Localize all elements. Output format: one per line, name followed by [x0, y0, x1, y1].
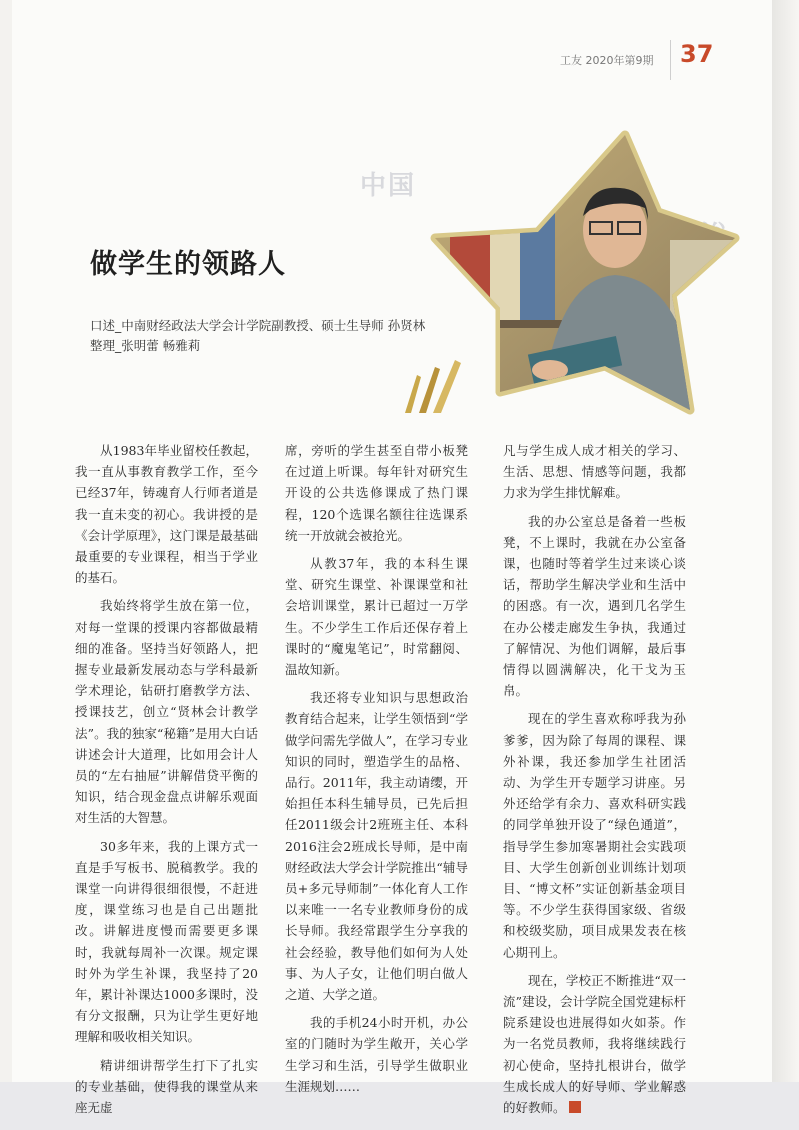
paragraph-final — [503, 970, 686, 1118]
article-column-2 — [285, 440, 468, 1104]
paragraph-continued: 凡与学生成人成才相关的学习、生活、思想、情感等问题，我都力求为学生排忧解难。 — [503, 443, 686, 501]
paragraph: 我的办公室总是备着一些板凳，不上课时，我就在办公室备课，也随时等着学生过来谈心谈话，帮助学生解决学业和生活中的困惑。有一次，遇到几名学生在办公楼走廊发生争执，我通过了解情况、为他们调解，最后事情得以圆满解决，化干戈为玉帛。 — [503, 513, 686, 699]
article-column-3 — [503, 440, 686, 1125]
header-divider — [670, 40, 671, 80]
end-mark-icon — [569, 1101, 581, 1113]
paragraph: 精讲细讲帮学生打下了扎实的专业基础，使得我的课堂从来座无虚 — [75, 1057, 258, 1116]
paragraph: 我始终将学生放在第一位，对每一堂课的授课内容都做最精细的准备。坚持当好领路人，把握专业最新发展动态与学科最新学术理论，钻研打磨教学方法、授课技艺，创立“贤林会计教学法”。我的独家“秘籍”是用大白话讲述会计大道理，比如用会计人员的“左右抽屉”讲解借贷平衡的知识，结合现金盘点讲解乐观面对生活的大智慧。 — [75, 598, 258, 826]
journal-issue: 工友 2020年第9期 — [560, 54, 654, 67]
page-spine — [772, 0, 799, 1082]
page-number: 37 — [680, 40, 714, 68]
paragraph-continued: 席，旁听的学生甚至自带小板凳在过道上听课。每年针对研究生开设的公共选修课成了热门课程，120个选课名额往往选课系统一开放就会被抢光。 — [285, 443, 468, 543]
paragraph: 从1983年毕业留校任教起，我一直从事教育教学工作，至今已经37年，铸魂育人行师者道是我一直未变的初心。我讲授的是《会计学原理》，这门课是最基础最重要的专业课程，相当于学业的基石。 — [75, 443, 258, 586]
paragraph: 我的手机24小时开机，办公室的门随时为学生敞开，关心学生学习和生活，引导学生做职业生涯规划…… — [285, 1015, 468, 1094]
editor-byline: 整理_张明蕾 畅雅莉 — [90, 338, 201, 353]
paragraph: 30多年来，我的上课方式一直是手写板书、脱稿教学。我的课堂一向讲得很细很慢，不赶进度，课堂练习也是自己出题批改。讲解进度慢而需要更多课时，我就每周补一次课。规定课时外为学生补课，我坚持了20年，累计补课达1000多课时，没有分文报酬，只为让学生更好地理解和吸收相关知识。 — [75, 838, 258, 1045]
paragraph: 现在的学生喜欢称呼我为孙爹爹，因为除了每周的课程、课外补课，我还参加学生社团活动、为学生开专题学习讲座。另外还给学有余力、喜欢科研实践的同学单独开设了“绿色通道”，指导学生参加寒暑期社会实践项目、大学生创新创业训练计划项目、“博文杯”实证创新基金项目等。不少学生获得国家级、省级和校级奖励，项目成果发表在核心期刊上。 — [503, 711, 686, 960]
article-column-1 — [75, 440, 258, 1125]
narrator-byline: 口述_中南财经政法大学会计学院副教授、硕士生导师 孙贤林 — [90, 318, 426, 333]
paragraph: 我还将专业知识与思想政治教育结合起来，让学生领悟到“学做学问需先学做人”，在学习专业知识的同时，塑造学生的品格、品行。2011年，我主动请缨，开始担任本科生辅导员，已先后担任2011级会计2班班主任、本科2016注会2班成长导师，是中南财经政法大学会计学院推出“辅导员+多元导师制”一体化育人工作以来唯一一名专业教师身份的成长导师。我经常跟学生分享我的社会经验，教导他们如何为人处事、为人子女，让他们明白做人之道、大学之道。 — [285, 690, 468, 1003]
article-title: 做学生的领路人 — [90, 249, 286, 280]
final-paragraph-text: 现在，学校正不断推进“双一流”建设，会计学院全国党建标杆院系建设也进展得如火如荼。作为一名党员教师，我将继续践行初心使命，坚持扎根讲台，做学生成长成人的好导师、学业解惑的好教师。 — [503, 972, 686, 1116]
gold-accent-strokes — [395, 355, 475, 415]
paragraph: 从教37年，我的本科生课堂、研究生课堂、补课课堂和社会培训课堂，累计已超过一万学生。不少学生工作后还保存着上课时的“魔鬼笔记”，时常翻阅、温故知新。 — [285, 556, 468, 678]
background-headline-1: 中国 — [360, 171, 417, 201]
